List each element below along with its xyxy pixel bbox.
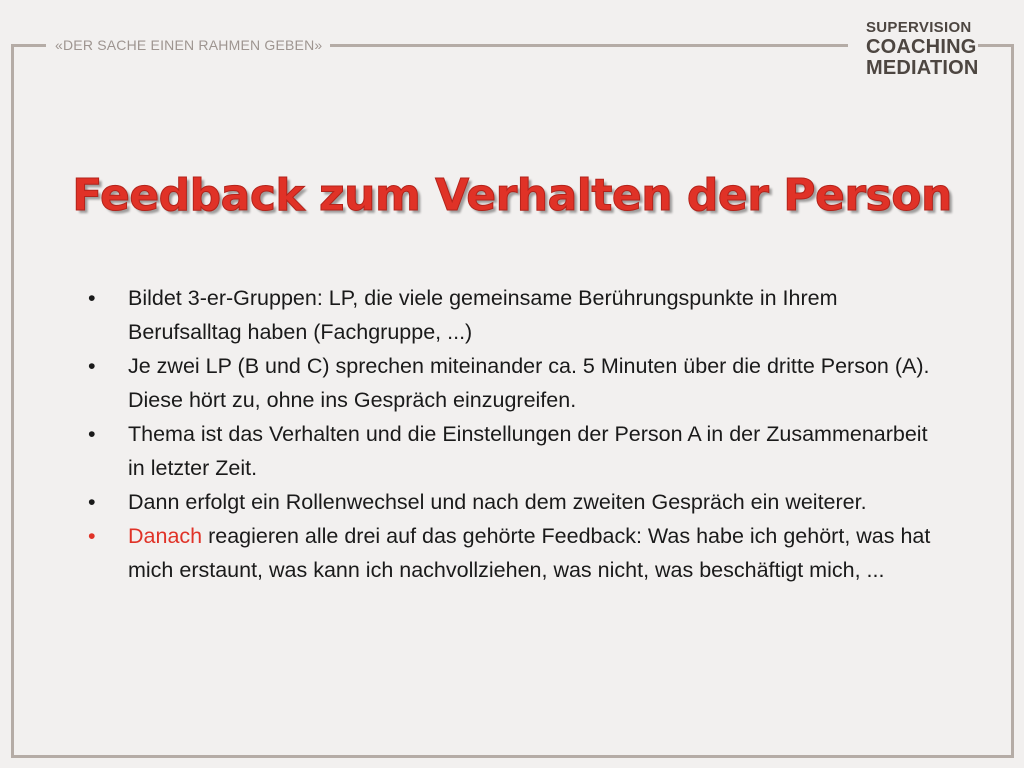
bullet-item: [88, 281, 948, 349]
bullet-icon: •: [88, 490, 96, 514]
bullet-highlight-word: Danach: [128, 524, 203, 548]
bullet-text: Dann erfolgt ein Rollenwechsel und nach dem zweiten Gespräch ein weiterer.: [128, 490, 867, 514]
bullet-text: Thema ist das Verhalten und die Einstellungen der Person A in der Zusammenarbeit in letzter Zeit.: [128, 422, 928, 480]
logo-line-mediation: MEDIATION: [866, 57, 979, 79]
bullet-item: [88, 417, 948, 485]
frame-top-left-line: [11, 44, 46, 47]
bullet-text: Bildet 3-er-Gruppen: LP, die viele gemeinsame Berührungspunkte in Ihrem Berufsalltag haben (Fachgruppe, ...): [128, 286, 838, 344]
bullet-icon-red: •: [88, 524, 96, 548]
bullet-item: [88, 485, 948, 519]
frame-left-line: [11, 44, 14, 758]
logo-line-supervision: SUPERVISION: [866, 19, 972, 36]
brand-logo: [866, 20, 979, 78]
bullet-icon: •: [88, 286, 96, 310]
bullet-icon: •: [88, 422, 96, 446]
frame-top-right-line: [978, 44, 1014, 47]
logo-line-coaching: COACHING: [866, 36, 977, 58]
bullet-item-highlighted: [88, 519, 948, 587]
bullet-text: reagieren alle drei auf das gehörte Feedback: Was habe ich gehört, was hat mich erstaunt, was kann ich nachvollziehen, was nicht, was beschäftigt mich, ...: [128, 524, 931, 582]
frame-bottom-line: [11, 755, 1014, 758]
bullet-item: [88, 349, 948, 417]
frame-top-middle-line: [330, 44, 848, 47]
bullet-list: [88, 281, 948, 587]
bullet-text: Je zwei LP (B und C) sprechen miteinander ca. 5 Minuten über die dritte Person (A). Diese hört zu, ohne ins Gespräch einzugreifen.: [128, 354, 930, 412]
slide-title: Feedback zum Verhalten der Person: [72, 170, 952, 221]
frame-right-line: [1011, 44, 1014, 758]
header-tagline: «DER SACHE EINEN RAHMEN GEBEN»: [55, 37, 323, 53]
bullet-icon: •: [88, 354, 96, 378]
